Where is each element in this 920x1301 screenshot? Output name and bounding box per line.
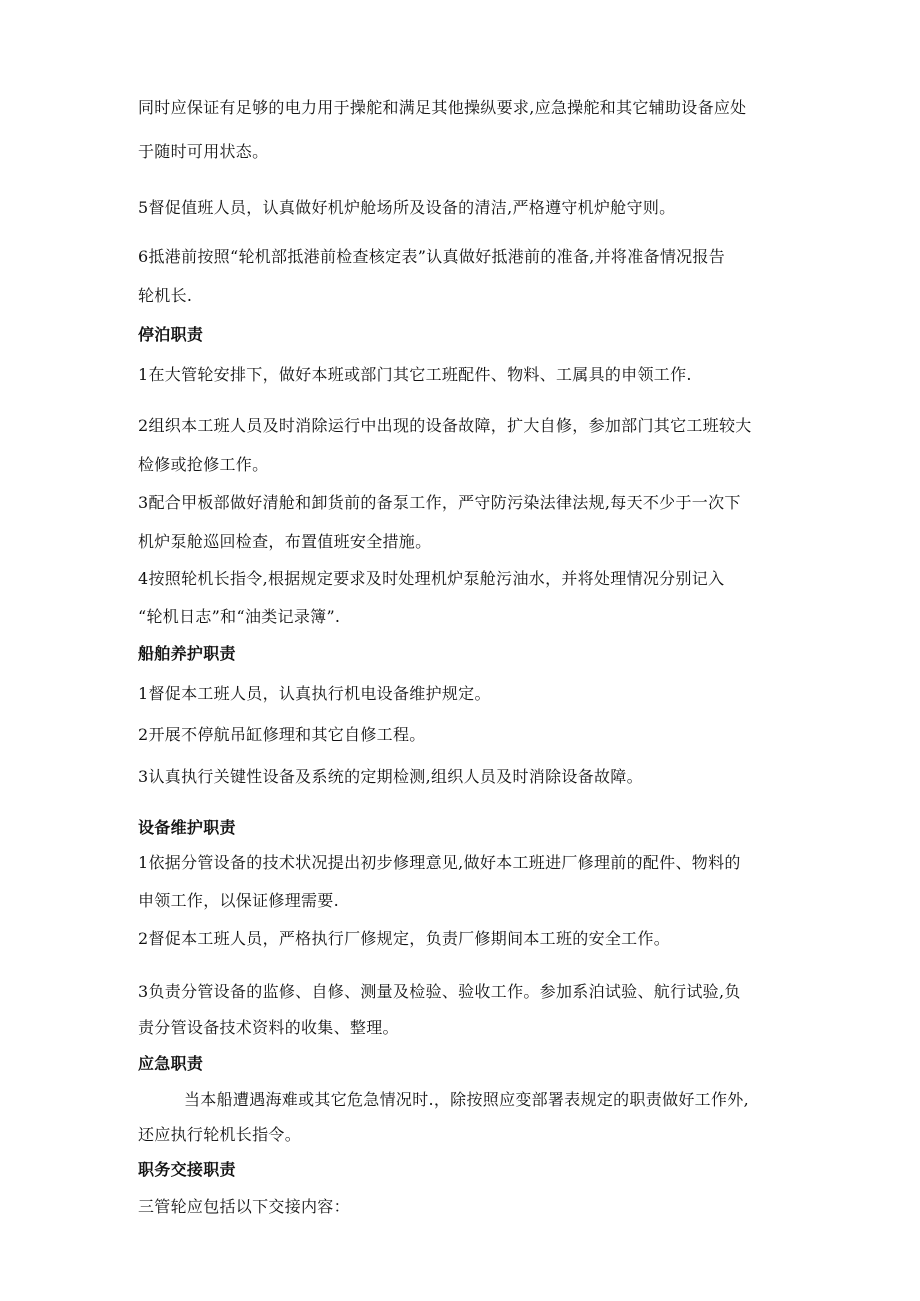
body-line: “轮机日志”和“油类记录簿”. — [138, 607, 341, 626]
body-line: 5督促值班人员，认真做好机炉舱场所及设备的清洁,严格遵守机炉舱守则。 — [138, 198, 676, 217]
body-line: 责分管设备技术资料的收集、整理。 — [138, 1018, 399, 1037]
body-line: 3配合甲板部做好清舱和卸货前的备泵工作，严守防污染法律法规,每天不少于一次下 — [138, 493, 741, 512]
body-line: 机炉泵舱巡回检查，布置值班安全措施。 — [138, 532, 432, 551]
body-line: 2开展不停航吊缸修理和其它自修工程。 — [138, 725, 426, 744]
body-line: 1督促本工班人员，认真执行机电设备维护规定。 — [138, 684, 491, 703]
body-line: 还应执行轮机长指令。 — [138, 1125, 302, 1144]
body-line: 申领工作，以保证修理需要. — [138, 891, 339, 910]
body-line: 轮机长. — [138, 286, 193, 305]
body-line: 3认真执行关键性设备及系统的定期检测,组织人员及时消除设备故障。 — [138, 767, 643, 786]
body-line: 4按照轮机长指令,根据规定要求及时处理机炉泵舱污油水，并将处理情况分别记入 — [138, 569, 725, 588]
section-heading: 停泊职责 — [138, 325, 204, 344]
section-heading: 应急职责 — [138, 1054, 204, 1073]
body-line: 2组织本工班人员及时消除运行中出现的设备故障，扩大自修，参加部门其它工班较大 — [138, 416, 752, 435]
body-line: 6抵港前按照“轮机部抵港前检查核定表”认真做好抵港前的准备,并将准备情况报告 — [138, 247, 726, 266]
body-line: 1依据分管设备的技术状况提出初步修理意见,做好本工班进厂修理前的配件、物料的 — [138, 853, 741, 872]
body-line: 三管轮应包括以下交接内容： — [138, 1197, 350, 1216]
body-line: 当本船遭遇海难或其它危急情况时.，除按照应变部署表规定的职责做好工作外, — [184, 1090, 749, 1109]
body-line: 同时应保证有足够的电力用于操舵和满足其他操纵要求,应急操舵和其它辅助设备应处 — [138, 98, 747, 117]
body-line: 1在大管轮安排下，做好本班或部门其它工班配件、物料、工属具的申领工作. — [138, 365, 692, 384]
section-heading: 船舶养护职责 — [138, 644, 236, 663]
body-line: 2督促本工班人员，严格执行厂修规定，负责厂修期间本工班的安全工作。 — [138, 929, 671, 948]
body-line: 检修或抢修工作。 — [138, 455, 269, 474]
body-line: 3负责分管设备的监修、自修、测量及检验、验收工作。参加系泊试验、航行试验,负 — [138, 982, 741, 1001]
section-heading: 设备维护职责 — [138, 818, 236, 837]
section-heading: 职务交接职责 — [138, 1160, 236, 1179]
body-line: 于随时可用状态。 — [138, 142, 269, 161]
